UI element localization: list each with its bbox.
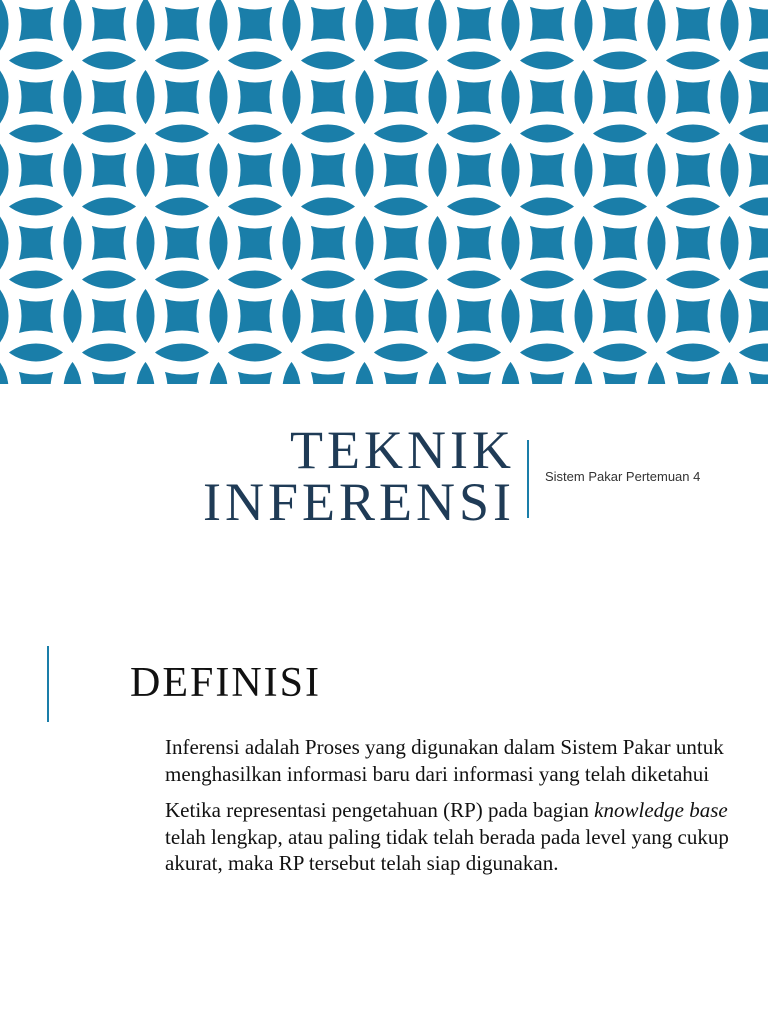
circle-lattice-pattern [0,0,768,384]
section-heading: DEFINISI [130,660,321,706]
paragraph-2-emphasis: knowledge base [594,798,728,822]
paragraph-2-start: Ketika representasi pengetahuan (RP) pada bagian [165,798,595,822]
content-slide [0,612,768,1024]
title-slide [0,384,768,612]
decorative-pattern-banner [0,0,768,384]
subtitle: Sistem Pakar Pertemuan 4 [545,469,701,484]
definition-paragraph-2 [165,797,750,877]
body-text [165,734,750,887]
definition-paragraph-1: Inferensi adalah Proses yang digunakan dalam Sistem Pakar untuk menghasilkan informasi baru dari informasi yang telah diketahui [165,735,724,786]
title-divider [527,440,529,518]
title-line-2: INFERENSI [202,472,515,532]
accent-bar [47,646,49,722]
paragraph-2-end: telah lengkap, atau paling tidak telah berada pada level yang cukup akurat, maka RP tersebut telah siap digunakan. [165,824,729,875]
page-title [202,420,515,532]
title-line-1: TEKNIK [290,420,515,480]
